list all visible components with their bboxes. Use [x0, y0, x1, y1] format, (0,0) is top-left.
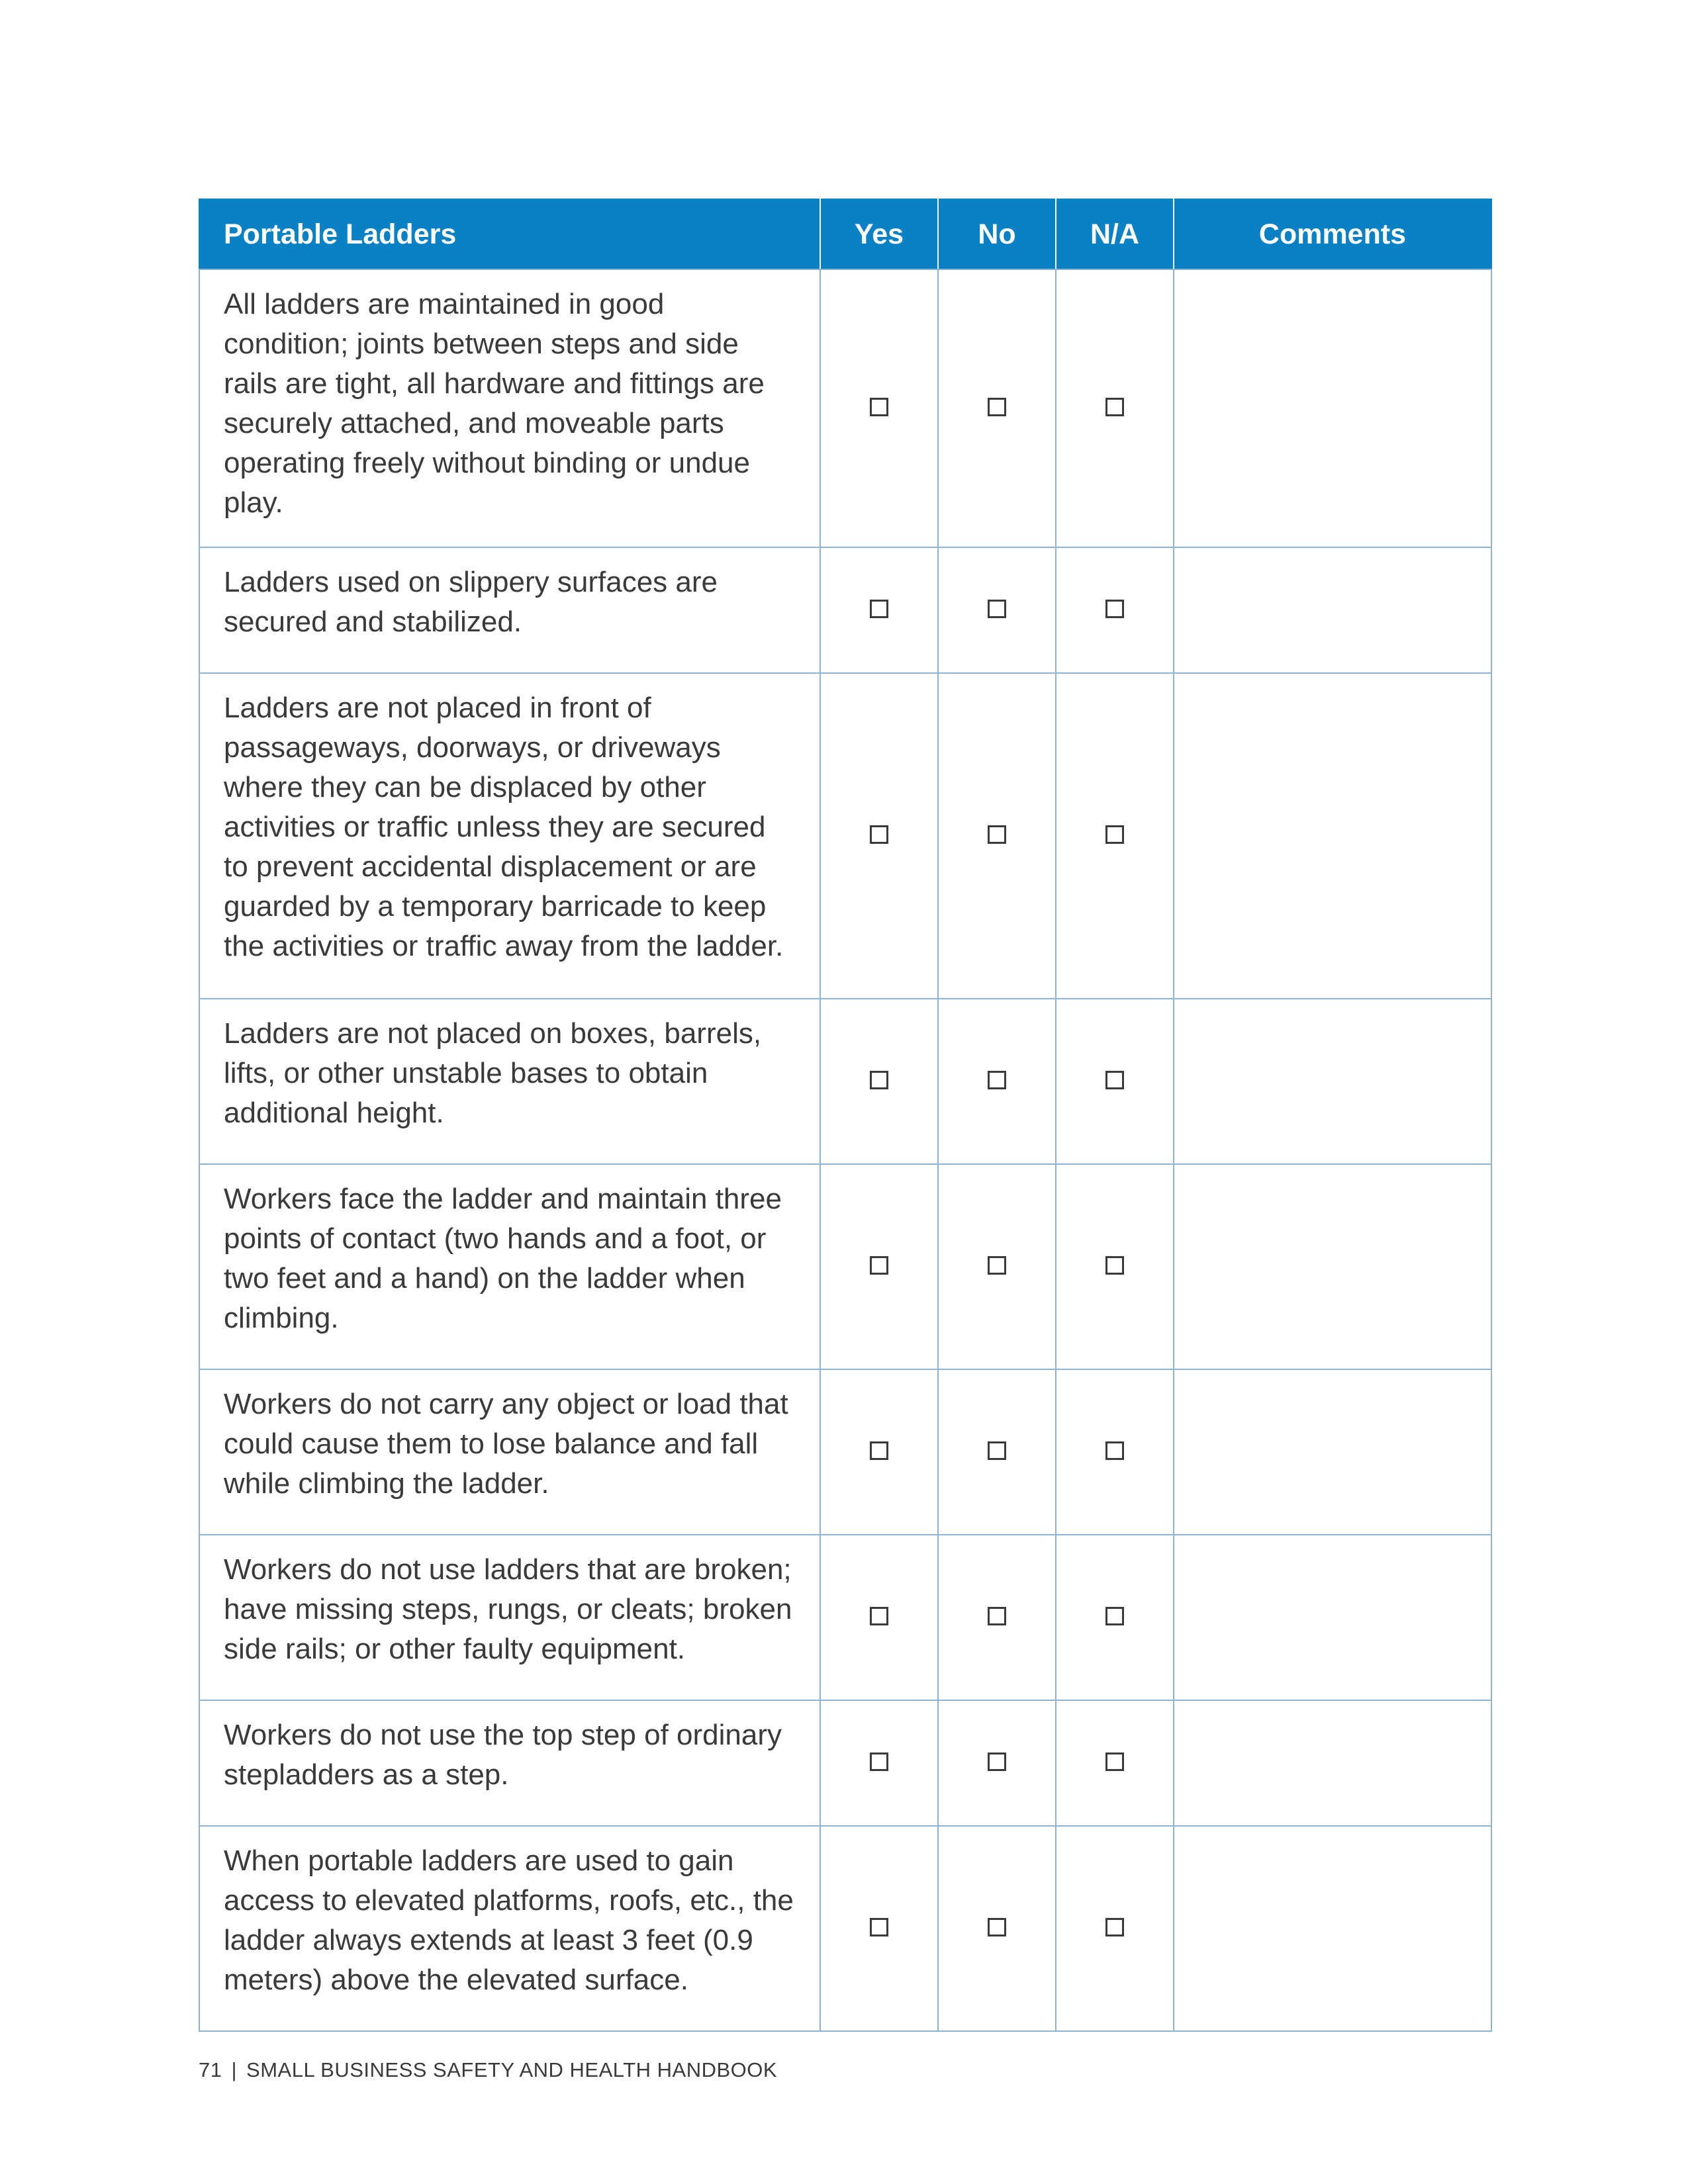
item-text: Workers face the ladder and maintain three points of contact (two hands and a foot, or two feet and a hand) on the ladder when climbing.	[199, 1164, 820, 1369]
na-checkbox[interactable]	[1105, 1607, 1124, 1625]
item-text: Ladders are not placed on boxes, barrels, lifts, or other unstable bases to obtain additional height.	[199, 999, 820, 1164]
comments-cell[interactable]	[1174, 269, 1491, 547]
table-row	[199, 269, 1491, 547]
yes-checkbox[interactable]	[870, 1607, 888, 1625]
table-row	[199, 1164, 1491, 1369]
header-portable-ladders: Portable Ladders	[199, 199, 820, 269]
comments-cell[interactable]	[1174, 999, 1491, 1164]
no-cell	[938, 673, 1056, 999]
no-checkbox[interactable]	[988, 600, 1006, 618]
comments-cell[interactable]	[1174, 1164, 1491, 1369]
na-cell	[1056, 999, 1174, 1164]
comments-cell[interactable]	[1174, 1700, 1491, 1826]
no-cell	[938, 1535, 1056, 1700]
header-no: No	[938, 199, 1056, 269]
na-cell	[1056, 547, 1174, 673]
na-cell	[1056, 1164, 1174, 1369]
table-row	[199, 1369, 1491, 1535]
na-cell	[1056, 269, 1174, 547]
table-row	[199, 999, 1491, 1164]
yes-cell	[820, 673, 938, 999]
item-text: Ladders are not placed in front of passageways, doorways, or driveways where they can be displaced by other activities or traffic unless they are secured to prevent accidental displacement or are guarded by a temporary barricade to keep the activities or traffic away from the ladder.	[199, 673, 820, 999]
no-cell	[938, 1164, 1056, 1369]
table-row	[199, 1700, 1491, 1826]
item-text: When portable ladders are used to gain access to elevated platforms, roofs, etc., the ladder always extends at least 3 feet (0.9 meters) above the elevated surface.	[199, 1826, 820, 2031]
na-checkbox[interactable]	[1105, 398, 1124, 416]
yes-cell	[820, 547, 938, 673]
na-checkbox[interactable]	[1105, 1752, 1124, 1771]
no-cell	[938, 1826, 1056, 2031]
na-cell	[1056, 1535, 1174, 1700]
yes-checkbox[interactable]	[870, 600, 888, 618]
yes-checkbox[interactable]	[870, 1071, 888, 1089]
na-cell	[1056, 1369, 1174, 1535]
na-checkbox[interactable]	[1105, 825, 1124, 844]
na-checkbox[interactable]	[1105, 1256, 1124, 1275]
item-text: Ladders used on slippery surfaces are secured and stabilized.	[199, 547, 820, 673]
no-checkbox[interactable]	[988, 1071, 1006, 1089]
footer-separator: |	[231, 2058, 238, 2081]
yes-checkbox[interactable]	[870, 825, 888, 844]
yes-cell	[820, 999, 938, 1164]
na-checkbox[interactable]	[1105, 1441, 1124, 1460]
no-cell	[938, 547, 1056, 673]
yes-cell	[820, 1535, 938, 1700]
header-na: N/A	[1056, 199, 1174, 269]
no-cell	[938, 999, 1056, 1164]
page-footer	[199, 2058, 777, 2082]
yes-checkbox[interactable]	[870, 1918, 888, 1936]
header-row	[199, 199, 1491, 269]
comments-cell[interactable]	[1174, 1369, 1491, 1535]
handbook-title: SMALL BUSINESS SAFETY AND HEALTH HANDBOOK	[246, 2058, 778, 2081]
yes-checkbox[interactable]	[870, 1752, 888, 1771]
na-cell	[1056, 673, 1174, 999]
na-checkbox[interactable]	[1105, 1918, 1124, 1936]
yes-cell	[820, 1164, 938, 1369]
table-row	[199, 547, 1491, 673]
header-yes: Yes	[820, 199, 938, 269]
na-checkbox[interactable]	[1105, 600, 1124, 618]
yes-cell	[820, 1826, 938, 2031]
no-checkbox[interactable]	[988, 1441, 1006, 1460]
table-row	[199, 1535, 1491, 1700]
na-cell	[1056, 1826, 1174, 2031]
page-number: 71	[199, 2058, 222, 2081]
no-cell	[938, 1700, 1056, 1826]
na-cell	[1056, 1700, 1174, 1826]
yes-cell	[820, 269, 938, 547]
item-text: All ladders are maintained in good condition; joints between steps and side rails are tight, all hardware and fittings are securely attached, and moveable parts operating freely without binding or undue play.	[199, 269, 820, 547]
item-text: Workers do not use ladders that are broken; have missing steps, rungs, or cleats; broken side rails; or other faulty equipment.	[199, 1535, 820, 1700]
no-checkbox[interactable]	[988, 1607, 1006, 1625]
no-checkbox[interactable]	[988, 1256, 1006, 1275]
na-checkbox[interactable]	[1105, 1071, 1124, 1089]
item-text: Workers do not use the top step of ordinary stepladders as a step.	[199, 1700, 820, 1826]
yes-cell	[820, 1369, 938, 1535]
no-checkbox[interactable]	[988, 398, 1006, 416]
comments-cell[interactable]	[1174, 1826, 1491, 2031]
no-cell	[938, 1369, 1056, 1535]
comments-cell[interactable]	[1174, 673, 1491, 999]
item-text: Workers do not carry any object or load that could cause them to lose balance and fall while climbing the ladder.	[199, 1369, 820, 1535]
comments-cell[interactable]	[1174, 1535, 1491, 1700]
portable-ladders-checklist	[199, 199, 1492, 2032]
table-row	[199, 1826, 1491, 2031]
no-cell	[938, 269, 1056, 547]
no-checkbox[interactable]	[988, 1752, 1006, 1771]
header-comments: Comments	[1174, 199, 1491, 269]
yes-cell	[820, 1700, 938, 1826]
yes-checkbox[interactable]	[870, 1256, 888, 1275]
table-row	[199, 673, 1491, 999]
yes-checkbox[interactable]	[870, 1441, 888, 1460]
yes-checkbox[interactable]	[870, 398, 888, 416]
no-checkbox[interactable]	[988, 1918, 1006, 1936]
no-checkbox[interactable]	[988, 825, 1006, 844]
comments-cell[interactable]	[1174, 547, 1491, 673]
